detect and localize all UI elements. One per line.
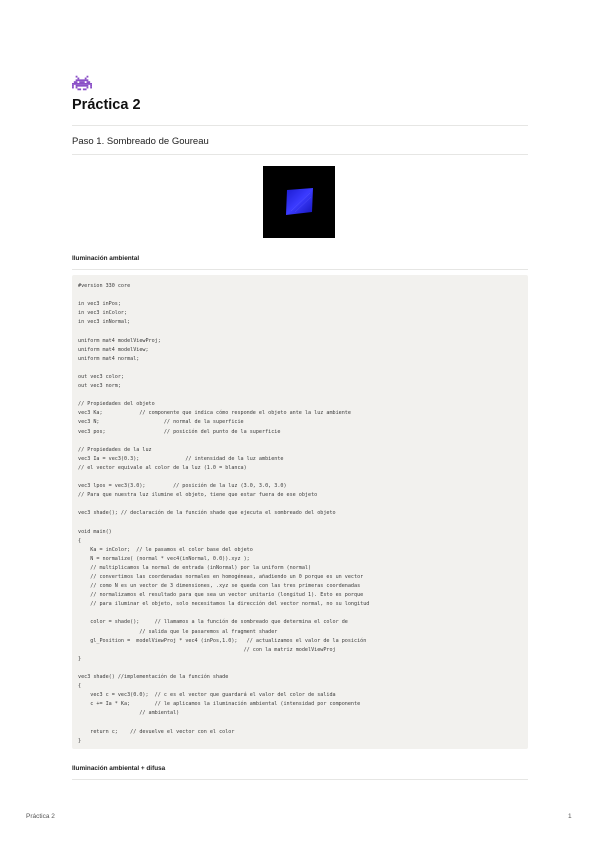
code-line: uniform mat4 normal; [78,355,140,362]
code-line: gl_Position = modelViewProj * vec4 (inPos,1.0); // actualizamos el valor de la posición [78,637,367,644]
code-line: return c; // devuelve el vector con el color [78,728,235,735]
code-line: // ambiental) [78,710,180,717]
code-line: uniform mat4 modelViewProj; [78,337,161,344]
footer-title: Práctica 2 [26,813,55,820]
code-content [78,282,522,746]
subheading-ambient-diffuse: Iluminación ambiental + difusa [72,765,166,772]
code-line: // el vector equivale al color de la luz (1.0 = blanca) [78,464,247,471]
code-line: vec3 lpos = vec3(3.0); // posición de la luz (3.0, 3.0, 3.0) [78,483,287,490]
code-line: vec3 shade() //implementación de la función shade [78,674,229,681]
code-line: in vec3 inNormal; [78,319,131,326]
code-line: vec3 shade(); // declaración de la función shade que ejecuta el sombreado del objeto [78,510,336,517]
code-line: // salida que le pasaremos al fragment shader [78,628,278,635]
shaded-square [286,188,313,215]
section-divider [72,154,528,155]
code-line: // Propiedades del objeto [78,401,155,408]
code-line: void main() [78,528,112,535]
code-line: vec3 Ia = vec3(0.3); // intensidad de la luz ambiente [78,455,284,462]
code-line: // para iluminar el objeto, solo necesitamos la dirección del vector normal, no su longitud [78,601,370,608]
code-line: c += Ia * Ka; // le aplicamos la iluminación ambiental (intensidad por componente [78,701,361,708]
code-line: // multiplicamos la normal de entrada (inNormal) por la uniform (normal) [78,564,312,571]
subheading-divider [72,269,528,270]
subheading-2-divider [72,779,528,780]
code-line: } [78,737,82,744]
code-line: vec3 c = vec3(0.0); // c es el vector que guardará el valor del color de salida [78,692,336,699]
code-line: // Para que nuestra luz ilumine el objeto, tiene que estar fuera de ese objeto [78,492,318,499]
code-line: out vec3 color; [78,373,125,380]
code-line: // convertimos las coordenadas normales en homogéneas, añadiendo un 0 porque es un vector [78,574,364,580]
code-block[interactable] [72,275,528,749]
section-title: Paso 1. Sombreado de Goureau [72,136,209,147]
code-line: // como N es un vector de 3 dimensiones, .xyz se queda con las tres primeras coordenadas [78,583,361,590]
code-line: color = shade(); // llamamos a la función de sombreado que determina el color de [78,619,348,626]
shaded-square-figure [263,166,335,238]
code-line: } [78,655,82,662]
code-line: in vec3 inPos; [78,301,121,308]
alien-monster-icon [72,74,92,92]
subheading-ambient: Iluminación ambiental [72,255,140,262]
page-number: 1 [568,813,572,820]
document-page [72,74,528,780]
code-line: { [78,537,82,544]
page-title: Práctica 2 [72,97,141,113]
code-line: // normalizamos el resultado para que sea un vector unitario (longitud 1). Esto es porque [78,592,364,599]
code-line: out vec3 norm; [78,383,121,390]
code-line: vec3 Ka; // componente que indica cómo responde el objeto ante la luz ambiente [78,410,351,417]
code-line: { [78,683,82,690]
title-divider [72,125,528,126]
code-line: Ka = inColor; // le pasamos el color base del objeto [78,546,253,553]
code-line: vec3 N; // normal de la superficie [78,419,244,426]
code-line: vec3 pos; // posición del punto de la superficie [78,428,281,435]
code-line: // con la matriz modelViewProj [78,646,336,653]
code-line: // Propiedades de la luz [78,446,152,453]
code-line: in vec3 inColor; [78,310,128,317]
figure-container [72,166,528,254]
code-line: #version 330 core [78,283,131,289]
code-line: N = normalize( (normal * vec4(inNormal, 0.0)).xyz ); [78,555,250,562]
code-line: uniform mat4 modelView; [78,346,149,353]
render-output-image [263,166,335,238]
